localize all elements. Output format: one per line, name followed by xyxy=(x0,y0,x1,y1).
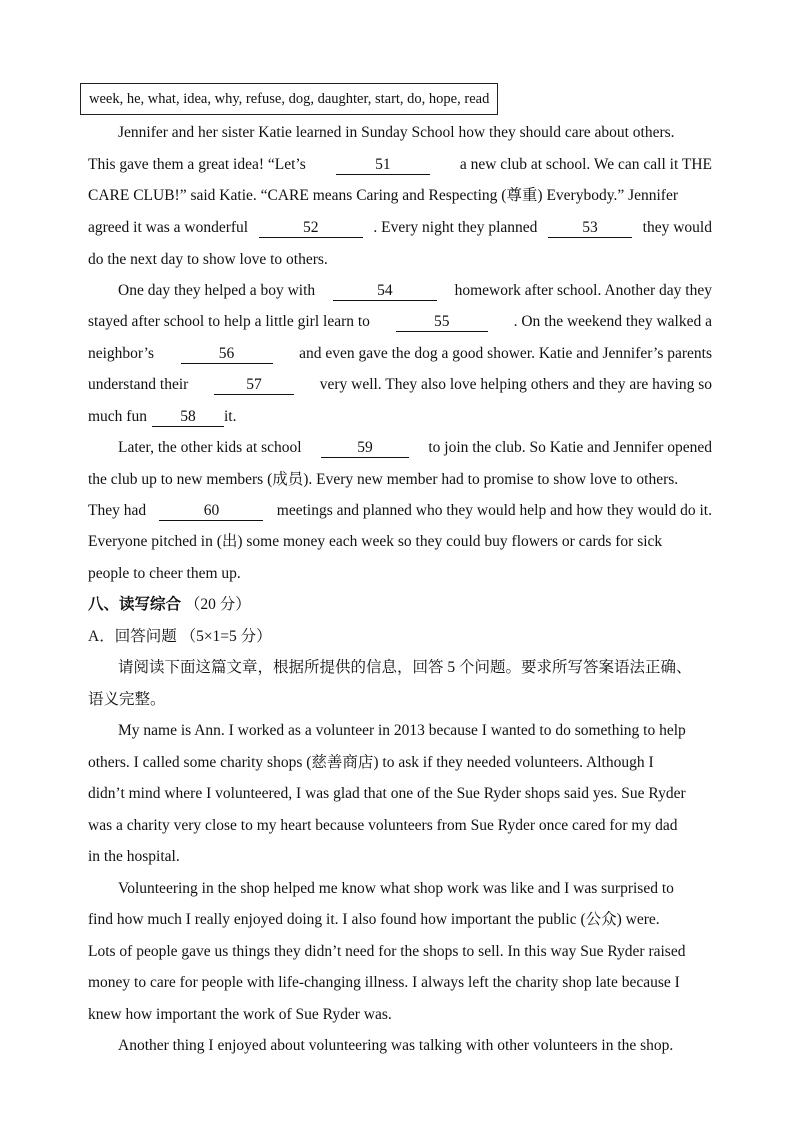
text-segment: people to cheer them up. xyxy=(88,565,241,582)
text-segment: didn’t mind where I volunteered, I was glad that one of the Sue Ryder shops said yes. Sue Ryder xyxy=(88,785,686,802)
cloze-line xyxy=(88,344,712,364)
reading-line xyxy=(88,942,712,962)
blank-58[interactable]: 58 xyxy=(152,408,224,427)
text-segment: and even gave the dog a good shower. Katie and Jennifer’s parents xyxy=(299,345,712,362)
text-segment: CARE CLUB!” said Katie. “CARE means Caring and Respecting (尊重) Everybody.” Jennifer xyxy=(88,187,679,204)
reading-line xyxy=(88,973,712,993)
text-segment: homework after school. Another day they xyxy=(454,282,712,299)
blank-53[interactable]: 53 xyxy=(548,219,632,238)
text-segment: much fun xyxy=(88,408,147,425)
blank-55[interactable]: 55 xyxy=(396,313,488,332)
text-segment: Another thing I enjoyed about volunteering was talking with other volunteers in the shop. xyxy=(118,1037,674,1054)
text-segment: . On the weekend they walked a xyxy=(513,313,712,330)
instruction-line xyxy=(88,690,712,710)
reading-line xyxy=(88,816,712,836)
text-segment: stayed after school to help a little girl learn to xyxy=(88,313,370,330)
cloze-line xyxy=(88,312,712,332)
section-title: 八、读写综合 xyxy=(88,596,182,613)
text-segment: One day they helped a boy with xyxy=(118,282,316,299)
text-segment: This gave them a great idea! “Let’s xyxy=(88,156,306,173)
text-segment: money to care for people with life-changing illness. I always left the charity shop late because I xyxy=(88,974,680,991)
text-segment: Volunteering in the shop helped me know what shop work was like and I was surprised to xyxy=(118,880,674,897)
text-segment: meetings and planned who they would help and how they would do it. xyxy=(276,502,712,519)
word-bank-box: week, he, what, idea, why, refuse, dog, daughter, start, do, hope, read xyxy=(80,83,498,115)
reading-line xyxy=(88,847,712,867)
text-segment: Everyone pitched in (出) some money each week so they could buy flowers or cards for sick xyxy=(88,533,663,550)
cloze-line xyxy=(118,438,712,458)
section-score: （20 分） xyxy=(184,596,251,613)
text-segment: Jennifer and her sister Katie learned in Sunday School how they should care about others. xyxy=(118,124,675,141)
blank-60[interactable]: 60 xyxy=(159,502,263,521)
reading-line xyxy=(88,784,712,804)
blank-51[interactable]: 51 xyxy=(336,156,430,175)
reading-line xyxy=(88,1005,712,1025)
text-segment: They had xyxy=(88,502,147,519)
text-segment: the club up to new members (成员). Every new member had to promise to show love to others. xyxy=(88,471,679,488)
blank-56[interactable]: 56 xyxy=(181,345,273,364)
cloze-line xyxy=(88,407,712,427)
cloze-line xyxy=(88,501,712,521)
text-segment: Lots of people gave us things they didn’t need for the shops to sell. In this way Sue Ryder raised xyxy=(88,943,686,960)
reading-line xyxy=(88,753,712,773)
reading-line xyxy=(88,910,712,930)
text-segment: knew how important the work of Sue Ryder was. xyxy=(88,1006,392,1023)
blank-59[interactable]: 59 xyxy=(321,439,409,458)
cloze-line xyxy=(88,155,712,175)
cloze-line xyxy=(118,281,712,301)
cloze-line xyxy=(88,375,712,395)
cloze-line xyxy=(88,186,712,206)
text-segment: others. I called some charity shops (慈善商店) to ask if they needed volunteers. Although I xyxy=(88,754,654,771)
text-segment: agreed it was a wonderful xyxy=(88,219,249,236)
text-segment: do the next day to show love to others. xyxy=(88,251,328,268)
text-segment: My name is Ann. I worked as a volunteer in 2013 because I wanted to do something to help xyxy=(118,722,686,739)
text-segment: 请阅读下面这篇文章，根据所提供的信息，回答 5 个问题。要求所写答案语法正确、 xyxy=(118,659,692,676)
reading-line xyxy=(118,1036,712,1056)
text-segment: it. xyxy=(223,408,237,425)
text-segment: Later, the other kids at school xyxy=(118,439,302,456)
text-segment: find how much I really enjoyed doing it. I also found how important the public (公众) were. xyxy=(88,911,660,928)
text-segment: a new club at school. We can call it THE xyxy=(459,156,712,173)
cloze-line xyxy=(88,564,712,584)
text-segment: neighbor’s xyxy=(88,345,155,362)
section-heading xyxy=(88,595,251,615)
blank-52[interactable]: 52 xyxy=(259,219,363,238)
text-segment: understand their xyxy=(88,376,189,393)
blank-54[interactable]: 54 xyxy=(333,282,437,301)
text-segment: in the hospital. xyxy=(88,848,180,865)
blank-57[interactable]: 57 xyxy=(214,376,294,395)
text-segment: . Every night they planned xyxy=(373,219,538,236)
cloze-line xyxy=(88,250,712,270)
text-segment: was a charity very close to my heart because volunteers from Sue Ryder once cared for my dad xyxy=(88,817,678,834)
text-segment: 语义完整。 xyxy=(88,691,166,708)
cloze-line xyxy=(88,532,712,552)
text-segment: to join the club. So Katie and Jennifer opened xyxy=(428,439,712,456)
reading-line xyxy=(118,721,712,741)
text-segment: they would xyxy=(642,219,712,236)
part-a-heading: A．回答问题 （5×1=5 分） xyxy=(88,628,272,645)
cloze-line xyxy=(88,218,712,238)
cloze-line xyxy=(118,123,712,143)
instruction-line xyxy=(118,658,712,678)
reading-line xyxy=(118,879,712,899)
text-segment: very well. They also love helping others and they are having so xyxy=(319,376,712,393)
cloze-line xyxy=(88,470,712,490)
